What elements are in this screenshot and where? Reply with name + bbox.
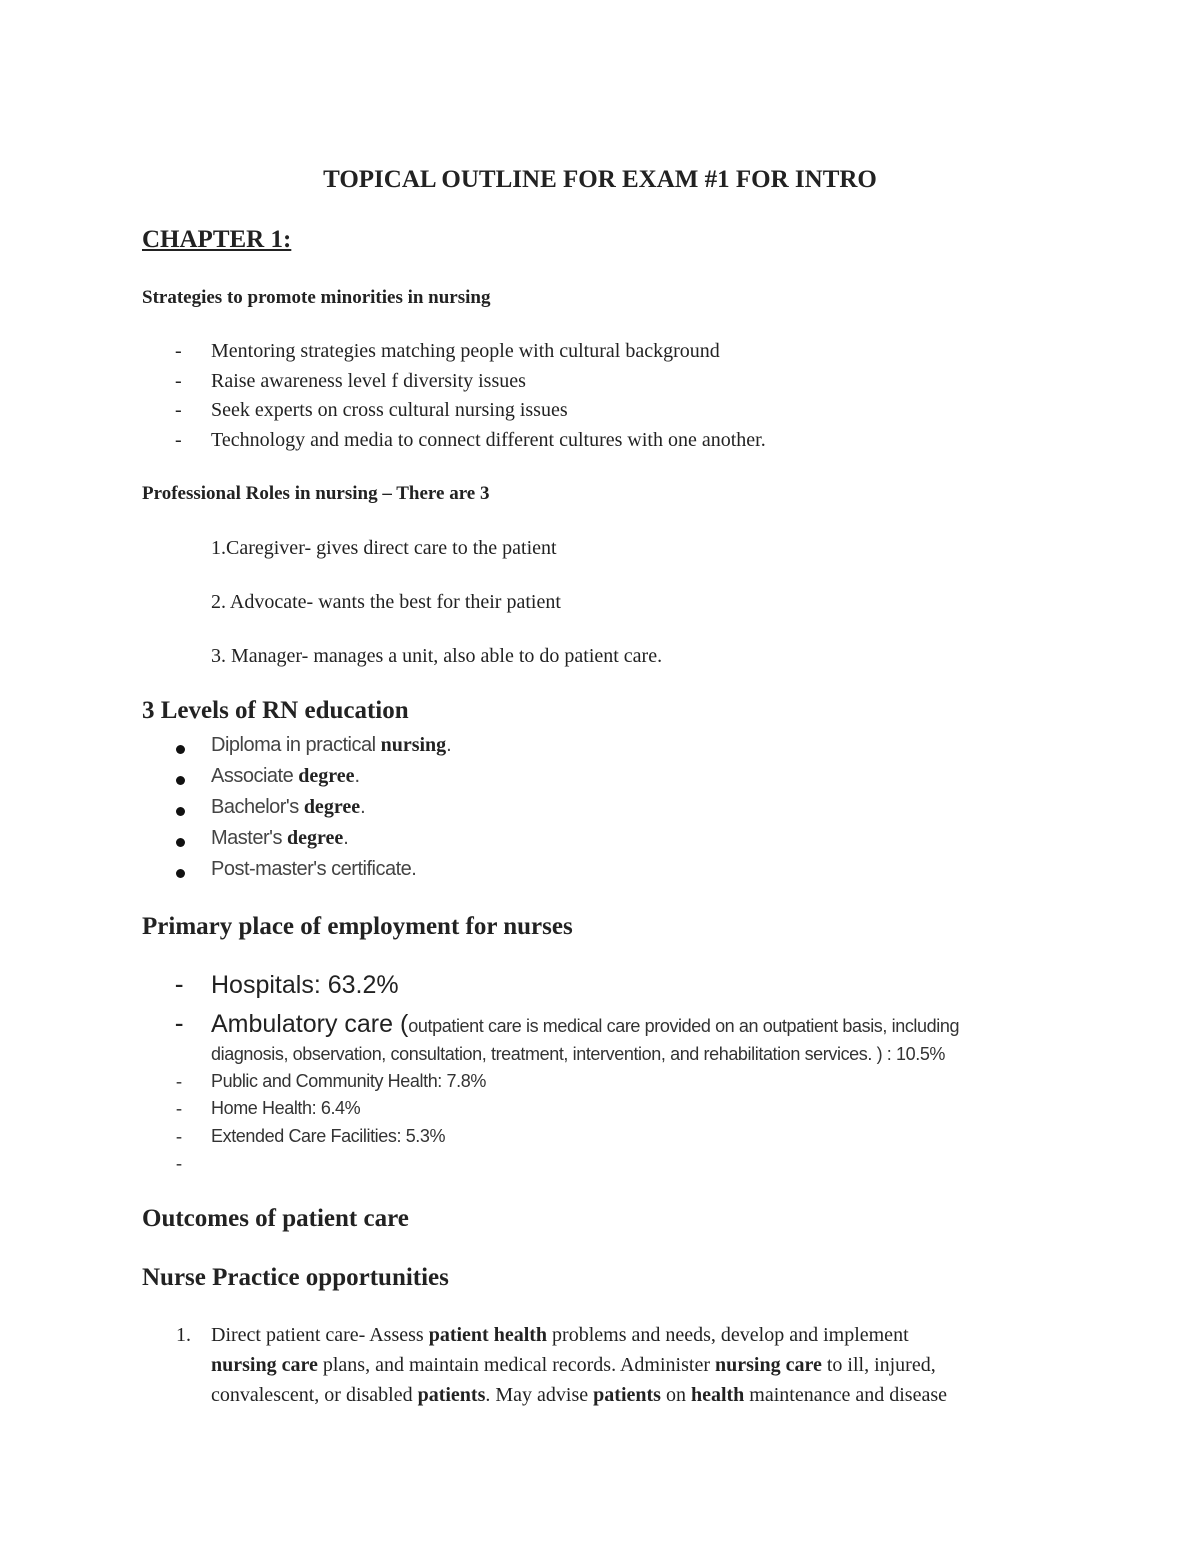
bullet-icon	[176, 776, 185, 785]
practice-heading: Nurse Practice opportunities	[142, 1264, 449, 1291]
role-item: 1.Caregiver- gives direct care to the patient	[211, 537, 557, 559]
bullet-icon	[176, 807, 185, 816]
employment-item: Public and Community Health: 7.8%	[211, 1071, 486, 1091]
practice-line: Direct patient care- Assess patient health problems and needs, develop and implement	[211, 1324, 909, 1346]
roles-heading: Professional Roles in nursing – There are 3	[142, 483, 490, 504]
list-dash: -	[175, 370, 182, 392]
bullet-icon	[176, 869, 185, 878]
list-item: Mentoring strategies matching people with cultural background	[211, 340, 720, 362]
ambulatory-label: Ambulatory care (	[211, 1010, 409, 1038]
employment-hospitals: Hospitals: 63.2%	[211, 971, 399, 999]
list-dash: -	[176, 1098, 182, 1118]
practice-line: convalescent, or disabled patients. May advise patients on health maintenance and disease	[211, 1384, 947, 1406]
ambulatory-description: outpatient care is medical care provided on an outpatient basis, including	[408, 1016, 960, 1036]
practice-line: nursing care plans, and maintain medical records. Administer nursing care to ill, injured,	[211, 1354, 936, 1376]
list-dash: -	[175, 1010, 184, 1037]
bullet-icon	[176, 745, 185, 754]
list-item: Seek experts on cross cultural nursing issues	[211, 399, 568, 421]
role-item: 3. Manager- manages a unit, also able to do patient care.	[211, 645, 663, 667]
employment-ambulatory	[211, 1010, 959, 1039]
list-dash: -	[176, 1153, 182, 1173]
role-item: 2. Advocate- wants the best for their patient	[211, 591, 561, 613]
list-item: Raise awareness level f diversity issues	[211, 370, 526, 392]
list-item: Technology and media to connect different cultures with one another.	[211, 429, 766, 451]
employment-item: Home Health: 6.4%	[211, 1098, 361, 1118]
list-dash: -	[175, 971, 184, 998]
outcomes-heading: Outcomes of patient care	[142, 1205, 409, 1232]
education-heading: 3 Levels of RN education	[142, 697, 409, 724]
employment-item: Extended Care Facilities: 5.3%	[211, 1126, 446, 1146]
chapter-heading: CHAPTER 1:	[142, 226, 292, 253]
list-dash: -	[176, 1071, 182, 1091]
page-title: TOPICAL OUTLINE FOR EXAM #1 FOR INTRO	[323, 166, 877, 193]
education-item: Diploma in practical nursing.	[211, 734, 452, 756]
list-dash: -	[175, 399, 182, 421]
education-item: Post-master's certificate.	[211, 858, 417, 880]
education-item: Bachelor's degree.	[211, 796, 366, 818]
list-dash: -	[175, 340, 182, 362]
education-item: Master's degree.	[211, 827, 349, 849]
employment-heading: Primary place of employment for nurses	[142, 913, 573, 940]
strategies-heading: Strategies to promote minorities in nursing	[142, 287, 491, 308]
list-dash: -	[175, 429, 182, 451]
practice-number: 1.	[176, 1324, 191, 1346]
education-item: Associate degree.	[211, 765, 360, 787]
ambulatory-description-cont: diagnosis, observation, consultation, treatment, intervention, and rehabilitation services. ) : 10.5%	[211, 1044, 946, 1064]
list-dash: -	[176, 1126, 182, 1146]
bullet-icon	[176, 838, 185, 847]
